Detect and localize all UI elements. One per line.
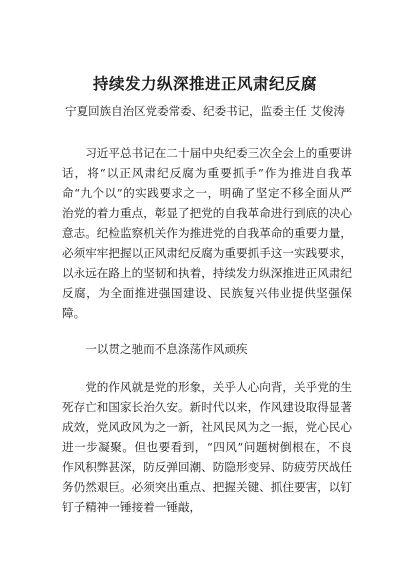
article-body-section — [62, 377, 352, 517]
paragraph-intro: 习近平总书记在二十届中央纪委三次全会上的重要讲话，将“以正风肃纪反腐为重要抓手”作为推进自我革命“九个以”的实践要求之一，明确了坚定不移全面从严治党的着力重点，彰显了把党的自我革命进行到底的决心意志。纪检监察机关作为推进党的自我革命的重要力量，必须牢牢把握以正风肃纪反腐为重要抓手这一实践要求，以永远在路上的坚韧和执着，持续发力纵深推进正风肃纪反腐，为全面推进强国建设、民族复兴伟业提供坚强保障。 — [62, 146, 352, 320]
section-heading: 一以贯之驰而不息涤荡作风顽疾 — [85, 342, 248, 356]
article-title: 持续发力纵深推进正风肃纪反腐 — [92, 74, 317, 93]
article-byline: 宁夏回族自治区党委常委、纪委书记，监委主任 艾俊涛 — [65, 104, 345, 118]
paragraph-section: 党的作风就是党的形象，关乎人心向背，关乎党的生死存亡和国家长治久安。新时代以来，作风建设取得显著成效，党风政风为之一新，社风民风为之一振，党心民心进一步凝聚。但也要看到，“四风”问题树倒根在，不良作风积弊甚深，防反弹回潮、防隐形变异、防疲劳厌战任务仍然艰巨。必须突出重点、把握关键、抓住要害，以钉钉子精神一锤接着一锤敲， — [62, 380, 352, 514]
article-body-intro — [62, 143, 352, 323]
